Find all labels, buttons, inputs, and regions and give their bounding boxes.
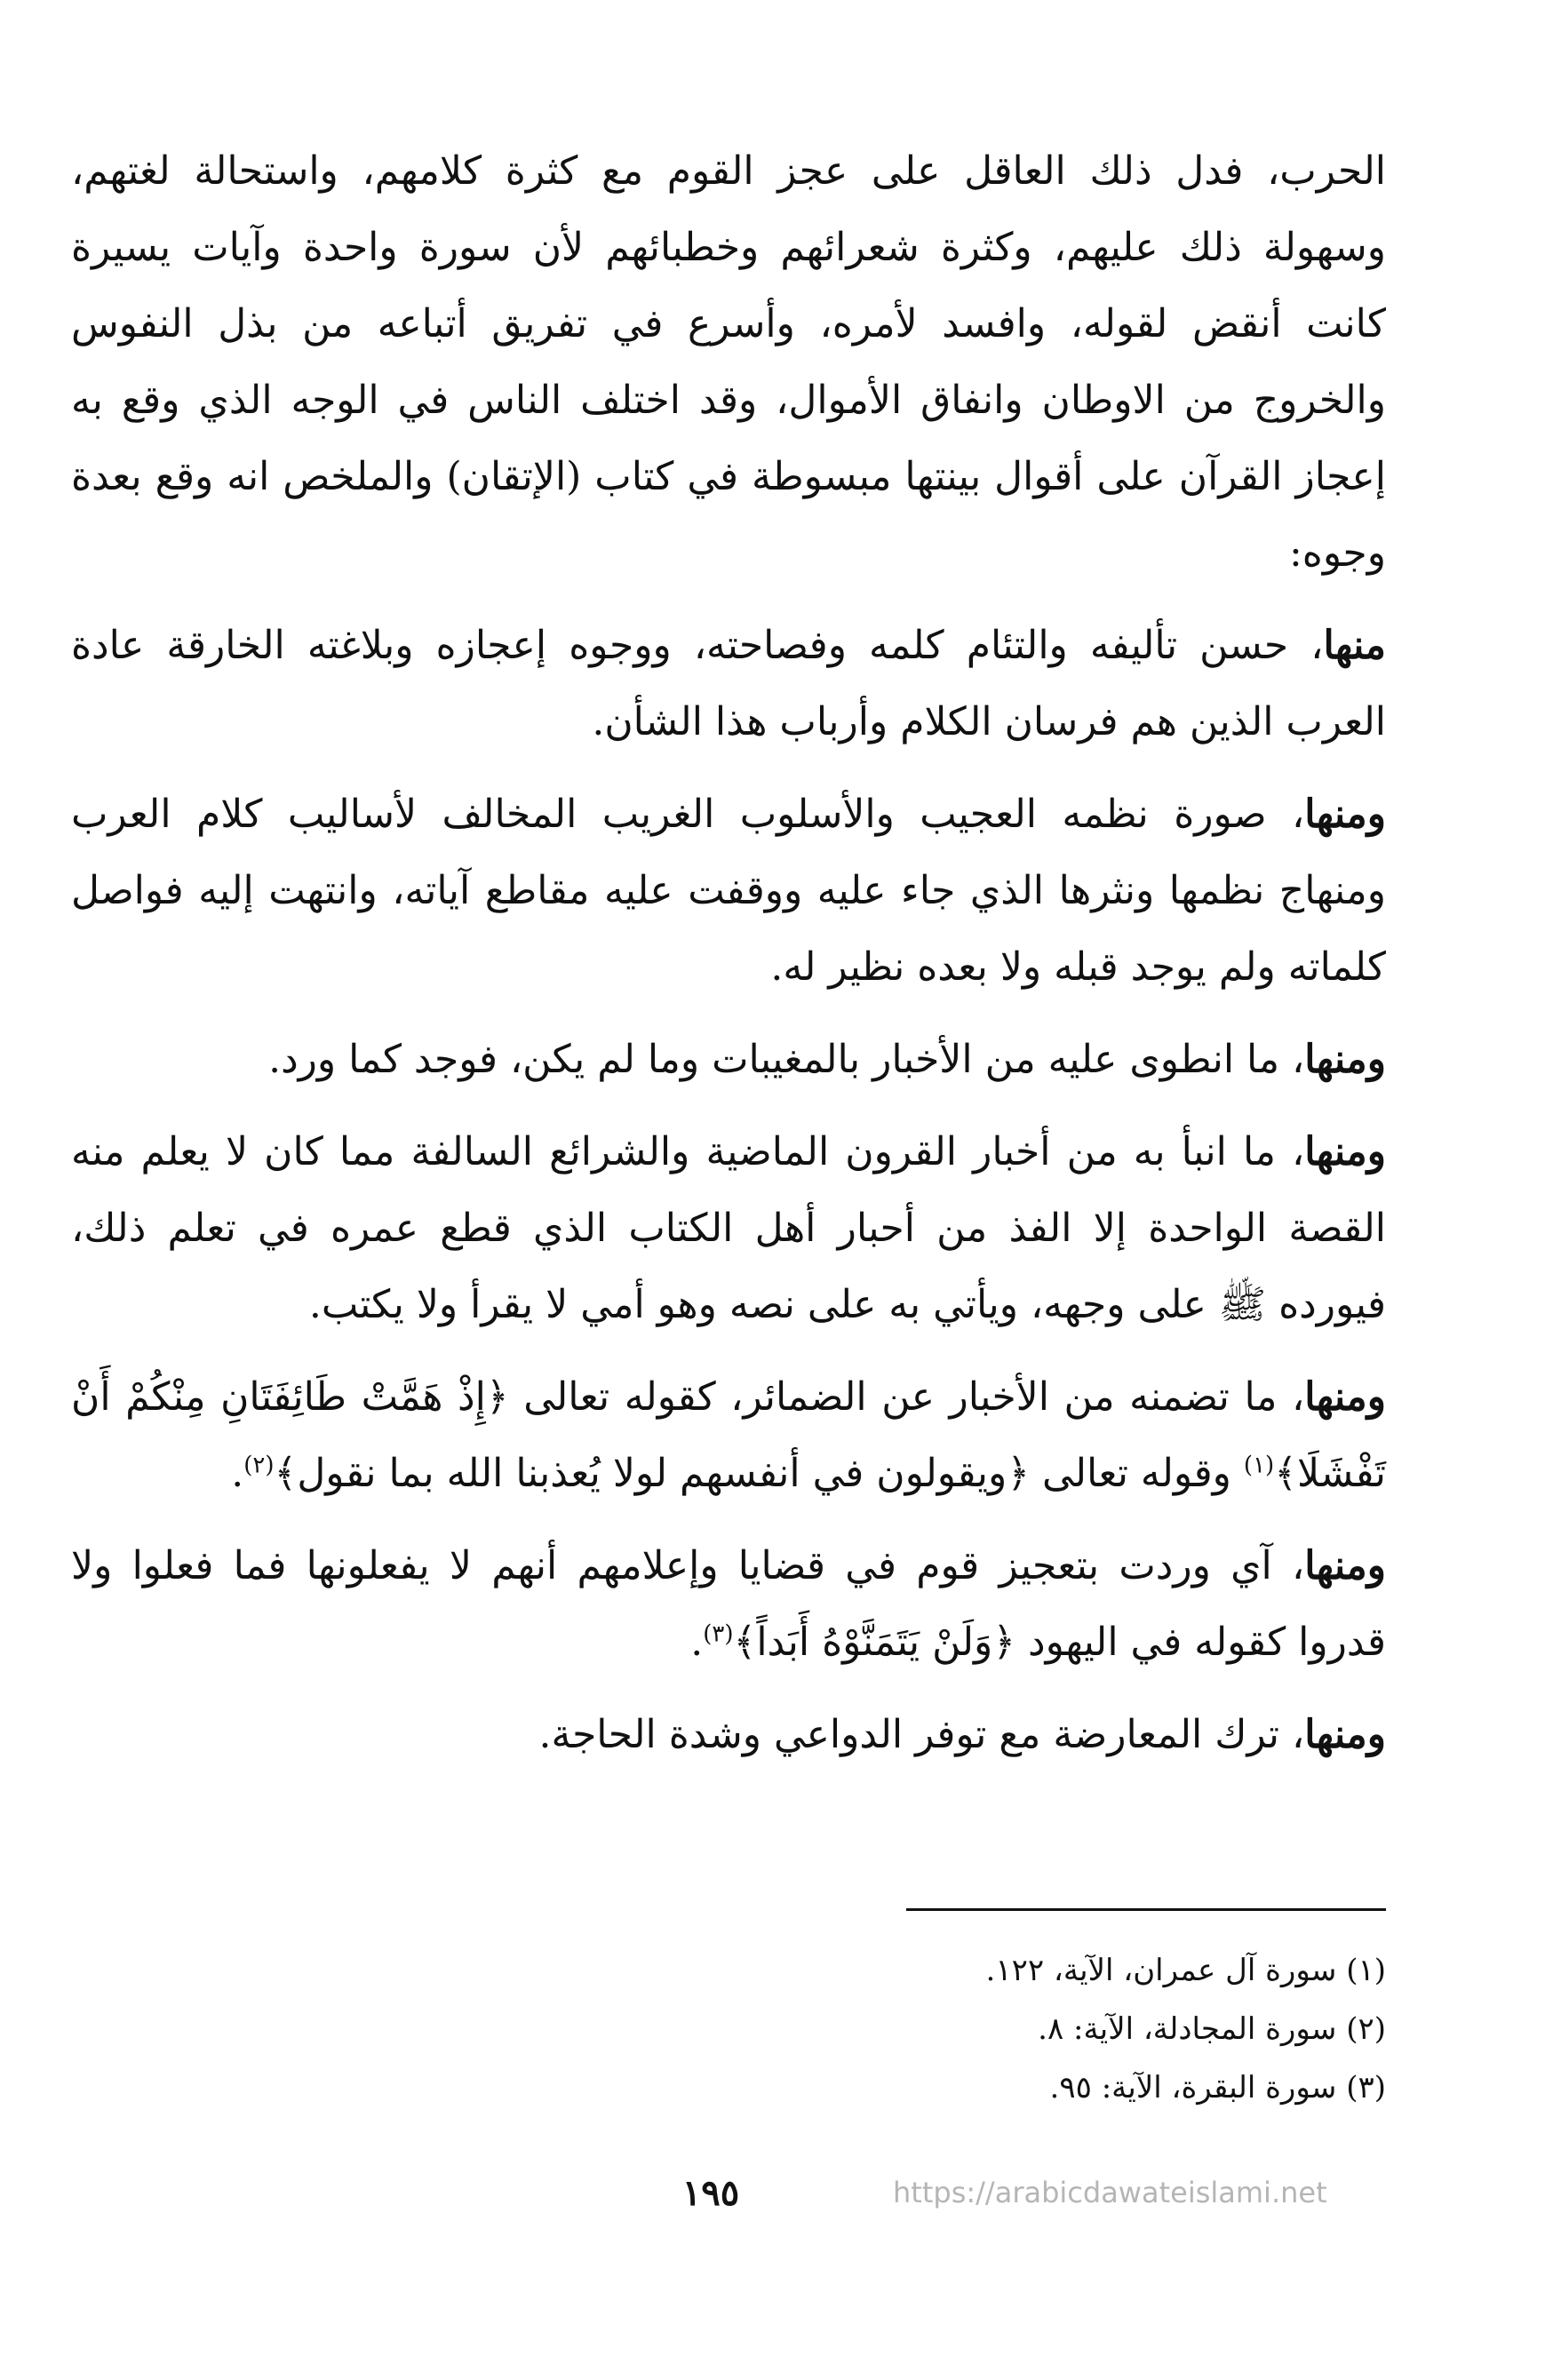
paragraph-point xyxy=(71,608,1386,760)
paragraph-text: ، ما انبأ به من أخبار القرون الماضية والشرائع السالفة مما كان لا يعلم منه القصة الواحدة إلا الفذ من أحبار أهل الكتاب الذي قطع عمره في تعلم ذلك، فيورده ﷺ على وجهه، ويأتي به على نصه وهو أمي لا يقرأ ولا يكتب. xyxy=(71,1129,1386,1327)
footnote-ref: (٣) xyxy=(703,1620,734,1648)
paragraph-lead: منها xyxy=(1323,623,1386,668)
footnotes xyxy=(800,1941,1386,2117)
paragraph-lead: ومنها xyxy=(1304,1129,1386,1174)
paragraph-point xyxy=(71,1697,1386,1773)
footnote-ref: (١) xyxy=(1243,1452,1275,1479)
watermark-url: https://arabicdawateislami.net xyxy=(893,2176,1327,2209)
paragraph-text: ، آي وردت بتعجيز قوم في قضايا وإعلامهم أنهم لا يفعلونها فما فعلوا ولا قدروا كقوله في اليهود ﴿وَلَنْ يَتَمَنَّوْهُ أَبَداً﴾ xyxy=(71,1543,1386,1665)
paragraph-end: . xyxy=(231,1451,244,1496)
paragraph-text: ، حسن تأليفه والتئام كلمه وفصاحته، ووجوه إعجازه وبلاغته الخارقة عادة العرب الذين هم فرسان الكلام وأرباب هذا الشأن. xyxy=(71,623,1386,744)
paragraph-end: . xyxy=(690,1620,704,1665)
paragraph-lead: ومنها xyxy=(1304,1543,1386,1588)
paragraph-point xyxy=(71,1022,1386,1098)
footnote: (٢) سورة المجادلة، الآية: ٨. xyxy=(1038,2011,1386,2047)
paragraph-text: الحرب، فدل ذلك العاقل على عجز القوم مع كثرة كلامهم، واستحالة لغتهم، وسهولة ذلك عليهم، وكثرة شعرائهم وخطبائهم لأن سورة واحدة وآيات يسيرة كانت أنقض لقوله، وافسد لأمره، وأسرع في تفريق أتباعه من بذل النفوس والخروج من الاوطان وانفاق الأموال، وقد اختلف الناس في الوجه الذي وقع به إعجاز القرآن على أقوال بينتها مبسوطة في كتاب (الإتقان) والملخص انه وقع بعدة وجوه: xyxy=(71,148,1386,576)
footnote-ref: (٢) xyxy=(243,1452,275,1479)
paragraph-text: ، ترك المعارضة مع توفر الدواعي وشدة الحاجة. xyxy=(538,1712,1305,1757)
paragraph-point xyxy=(71,1528,1386,1681)
footnote-divider xyxy=(906,1908,1386,1911)
paragraph-text: ، صورة نظمه العجيب والأسلوب الغريب المخالف لأساليب كلام العرب ومنهاج نظمها ونثرها الذي جاء عليه ووقفت عليه مقاطع آياته، وانتهت إليه فواصل كلماته ولم يوجد قبله ولا بعده نظير له. xyxy=(71,792,1386,990)
paragraph-text: ، ما تضمنه من الأخبار عن الضمائر، كقوله تعالى ﴿إِذْ هَمَّتْ طَائِفَتَانِ مِنْكُمْ أَنْ تَفْشَلَا﴾ xyxy=(71,1374,1386,1496)
paragraph-lead: ومنها xyxy=(1304,792,1386,837)
paragraph-lead: ومنها xyxy=(1304,1037,1386,1082)
paragraph-point xyxy=(71,1359,1386,1512)
paragraph-text-continued: وقوله تعالى ﴿ويقولون في أنفسهم لولا يُعذبنا الله بما نقول﴾ xyxy=(274,1451,1244,1496)
page-number: ١٩٥ xyxy=(681,2172,740,2214)
footnote: (١) سورة آل عمران، الآية، ١٢٢. xyxy=(985,1953,1386,1988)
paragraph-point xyxy=(71,776,1386,1006)
footnote: (٣) سورة البقرة، الآية: ٩٥. xyxy=(1049,2070,1386,2105)
main-text xyxy=(71,133,1386,1773)
paragraph-text: ، ما انطوى عليه من الأخبار بالمغيبات وما لم يكن، فوجد كما ورد. xyxy=(268,1037,1305,1082)
page-footer xyxy=(0,2172,1545,2234)
paragraph-lead: ومنها xyxy=(1304,1712,1386,1757)
paragraph-point xyxy=(71,1114,1386,1343)
paragraph-intro xyxy=(71,133,1386,592)
paragraph-lead: ومنها xyxy=(1304,1374,1386,1420)
